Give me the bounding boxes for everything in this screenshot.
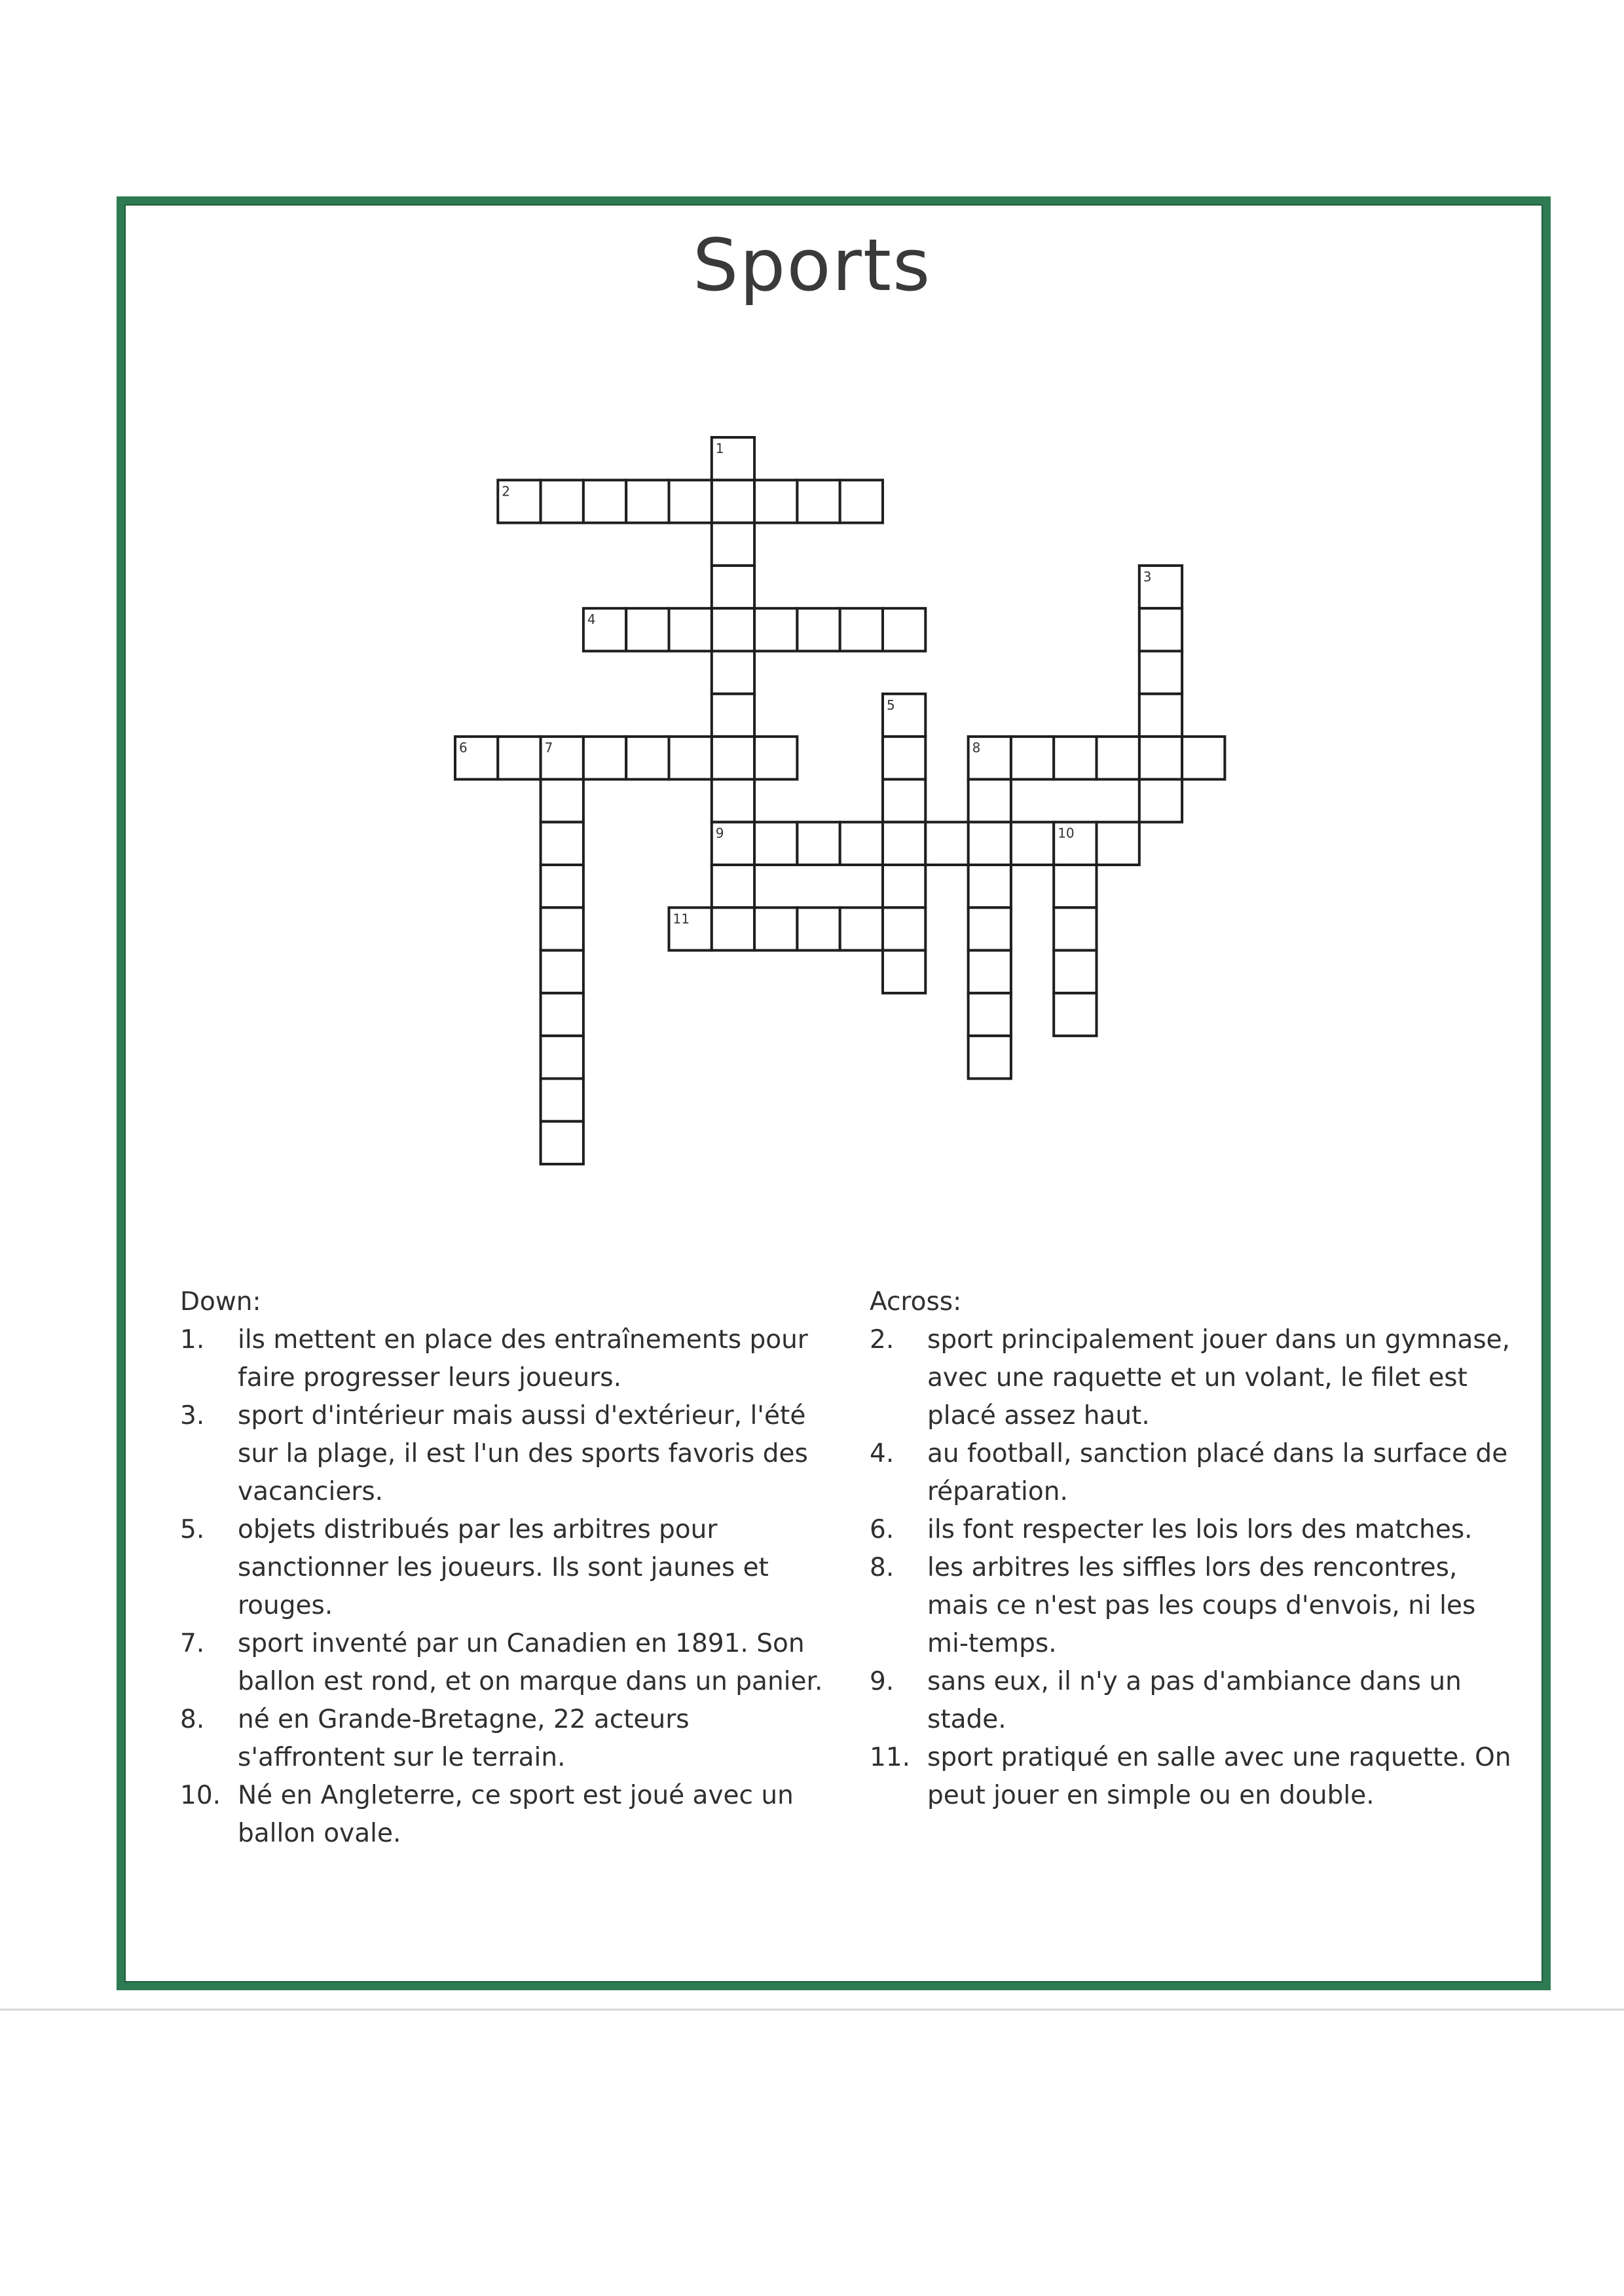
down-clue [180, 1625, 835, 1701]
crossword-cell[interactable] [754, 822, 797, 865]
crossword-cell[interactable] [754, 608, 797, 651]
crossword-cell[interactable] [797, 608, 840, 651]
crossword-cell[interactable] [1054, 951, 1096, 993]
crossword-cell[interactable] [754, 737, 797, 779]
clue-number: 6. [870, 1515, 895, 1544]
crossword-cell[interactable] [1054, 737, 1096, 779]
crossword-cell[interactable] [712, 907, 754, 950]
clue-number: 5. [180, 1515, 205, 1544]
across-clue [870, 1511, 1524, 1549]
across-clue [870, 1739, 1524, 1815]
clue-text: ils mettent en place des entraînements pour faire progresser leurs joueurs. [238, 1325, 808, 1393]
clue-number-label: 5 [887, 697, 895, 713]
crossword-cell[interactable] [626, 608, 669, 651]
clue-text: ils font respecter les lois lors des matches. [927, 1515, 1473, 1544]
clue-number: 7. [180, 1629, 205, 1658]
across-clue [870, 1549, 1524, 1663]
clue-number: 8. [870, 1553, 895, 1582]
crossword-cell[interactable] [626, 480, 669, 522]
crossword-cell[interactable] [1054, 865, 1096, 907]
page-title: Sports [692, 223, 932, 307]
clue-number: 10. [180, 1781, 221, 1810]
crossword-cell[interactable] [541, 907, 583, 950]
crossword-cell[interactable] [583, 737, 626, 779]
crossword-cell[interactable] [1011, 737, 1054, 779]
crossword-cell[interactable] [883, 865, 925, 907]
crossword-cell[interactable] [1139, 737, 1182, 779]
crossword-cell[interactable] [840, 480, 883, 522]
crossword-cell[interactable] [712, 694, 754, 737]
clue-number-label: 9 [715, 825, 724, 841]
clue-number-label: 8 [972, 740, 981, 756]
crossword-cell[interactable] [969, 865, 1011, 907]
crossword-cell[interactable] [669, 608, 712, 651]
crossword-cell[interactable] [712, 608, 754, 651]
crossword-cell[interactable] [754, 480, 797, 522]
crossword-cell[interactable] [883, 608, 925, 651]
crossword-cell[interactable] [541, 822, 583, 865]
down-clue [180, 1397, 835, 1511]
crossword-cell[interactable] [1054, 907, 1096, 950]
clue-text: Né en Angleterre, ce sport est joué avec un ballon ovale. [238, 1781, 794, 1848]
crossword-cell[interactable] [969, 1036, 1011, 1078]
crossword-cell[interactable] [840, 608, 883, 651]
crossword-cell[interactable] [1097, 822, 1139, 865]
crossword-cell[interactable] [1139, 694, 1182, 737]
crossword-cell[interactable] [669, 737, 712, 779]
clue-text: sans eux, il n'y a pas d'ambiance dans un stade. [927, 1667, 1462, 1734]
across-clue [870, 1435, 1524, 1511]
crossword-cell[interactable] [541, 865, 583, 907]
crossword-cell[interactable] [712, 651, 754, 694]
down-heading: Down: [180, 1287, 261, 1317]
crossword-cell[interactable] [541, 480, 583, 522]
crossword-cell[interactable] [1182, 737, 1225, 779]
across-heading: Across: [870, 1287, 962, 1317]
crossword-cell[interactable] [840, 822, 883, 865]
clue-number-label: 4 [587, 611, 596, 628]
clue-number-label: 1 [715, 441, 724, 456]
crossword-cell[interactable] [883, 822, 925, 865]
crossword-cell[interactable] [1139, 608, 1182, 651]
across-clue [870, 1663, 1524, 1739]
crossword-cell[interactable] [712, 480, 754, 522]
crossword-cell[interactable] [541, 1121, 583, 1164]
crossword-cell[interactable] [712, 566, 754, 608]
clue-number: 4. [870, 1439, 895, 1468]
clue-number: 1. [180, 1325, 205, 1355]
crossword-cell[interactable] [712, 865, 754, 907]
clue-text: sport inventé par un Canadien en 1891. Son ballon est rond, et on marque dans un panier. [238, 1629, 823, 1696]
clue-number: 8. [180, 1705, 205, 1734]
crossword-cell[interactable] [840, 907, 883, 950]
crossword-cell[interactable] [498, 737, 540, 779]
crossword-cell[interactable] [541, 1036, 583, 1078]
crossword-cell[interactable] [712, 523, 754, 566]
crossword-cell[interactable] [1097, 737, 1139, 779]
crossword-cell[interactable] [754, 907, 797, 950]
crossword-cell[interactable] [1139, 651, 1182, 694]
down-clue-list [180, 1321, 835, 1853]
clue-number-label: 2 [502, 483, 511, 500]
crossword-cell[interactable] [626, 737, 669, 779]
across-clue [870, 1321, 1524, 1435]
crossword-cell[interactable] [1054, 993, 1096, 1036]
crossword-cell[interactable] [883, 951, 925, 993]
clue-number-label: 11 [673, 911, 690, 927]
across-clue-list [870, 1321, 1524, 1815]
clue-text: sport principalement jouer dans un gymnase, avec une raquette et un volant, le filet est placé assez haut. [927, 1325, 1511, 1430]
crossword-cell[interactable] [797, 907, 840, 950]
crossword-cell[interactable] [541, 951, 583, 993]
crossword-cell[interactable] [583, 480, 626, 522]
crossword-cell[interactable] [969, 993, 1011, 1036]
clue-number-label: 6 [459, 740, 468, 756]
crossword-cell[interactable] [1011, 822, 1054, 865]
crossword-cell[interactable] [541, 1079, 583, 1121]
crossword-cell[interactable] [712, 737, 754, 779]
down-clue [180, 1701, 835, 1777]
clue-text: les arbitres les siffles lors des rencontres, mais ce n'est pas les coups d'envois, ni les mi-temps. [927, 1553, 1476, 1658]
crossword-cell[interactable] [883, 907, 925, 950]
crossword-cell[interactable] [1139, 779, 1182, 822]
crossword-cell[interactable] [883, 737, 925, 779]
crossword-cell[interactable] [925, 822, 968, 865]
crossword-cell[interactable] [712, 779, 754, 822]
crossword-cell[interactable] [797, 822, 840, 865]
crossword-cell[interactable] [669, 480, 712, 522]
clue-text: sport d'intérieur mais aussi d'extérieur, l'été sur la plage, il est l'un des sports favoris des vacanciers. [238, 1401, 808, 1506]
down-clue [180, 1511, 835, 1625]
clue-number-label: 10 [1058, 825, 1075, 841]
crossword-cell[interactable] [797, 480, 840, 522]
crossword-cell[interactable] [883, 779, 925, 822]
clue-number: 9. [870, 1667, 895, 1696]
clue-text: objets distribués par les arbitres pour sanctionner les joueurs. Ils sont jaunes et rouges. [238, 1515, 769, 1620]
clue-number: 3. [180, 1401, 205, 1430]
crossword-cell[interactable] [969, 907, 1011, 950]
clue-number: 11. [870, 1743, 911, 1772]
clue-number: 2. [870, 1325, 895, 1355]
clue-text: né en Grande-Bretagne, 22 acteurs s'affrontent sur le terrain. [238, 1705, 690, 1772]
crossword-cell[interactable] [541, 993, 583, 1036]
clue-text: au football, sanction placé dans la surface de réparation. [927, 1439, 1508, 1506]
clue-number-label: 3 [1143, 568, 1152, 585]
crossword-cell[interactable] [969, 951, 1011, 993]
crossword-cell[interactable] [969, 822, 1011, 865]
down-clues [180, 1283, 835, 1853]
across-clues [870, 1283, 1524, 1815]
clue-text: sport pratiqué en salle avec une raquette. On peut jouer en simple ou en double. [927, 1743, 1511, 1810]
page-edge-line [0, 2009, 1624, 2011]
crossword-cell[interactable] [541, 779, 583, 822]
down-clue [180, 1777, 835, 1853]
crossword-cell[interactable] [969, 779, 1011, 822]
clue-number-label: 7 [544, 740, 553, 756]
down-clue [180, 1321, 835, 1397]
